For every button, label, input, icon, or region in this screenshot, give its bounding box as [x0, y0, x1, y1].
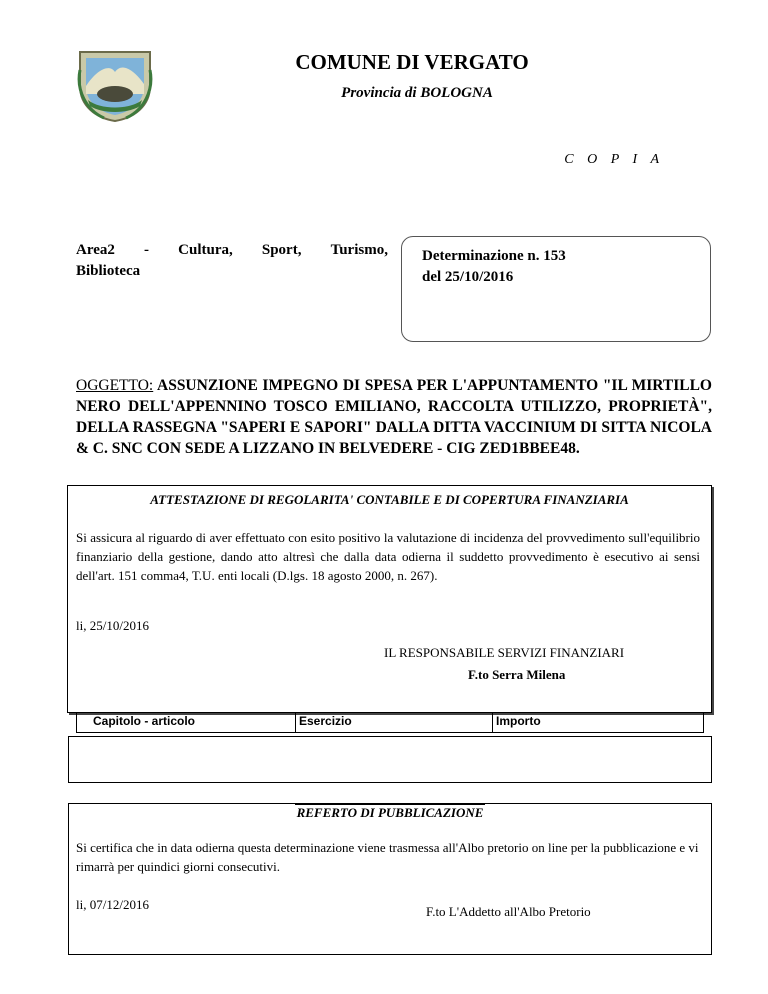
- copy-label: C O P I A: [564, 152, 664, 167]
- publication-box: [68, 803, 712, 955]
- accounting-table-body: [68, 736, 712, 783]
- attestation-title: ATTESTAZIONE DI REGOLARITA' CONTABILE E DI COPERTURA FINANZIARIA: [150, 492, 629, 507]
- subject-text: ASSUNZIONE IMPEGNO DI SPESA PER L'APPUNTAMENTO "IL MIRTILLO NERO DELL'APPENNINO TOSCO EMILIANO, RACCOLTA UTILIZZO, PROPRIETÀ", DELLA RASSEGNA "SAPERI E SAPORI" DALLA DITTA VACCINIUM DI SITTA NICOLA & C. SNC CON SEDE A LIZZANO IN BELVEDERE - CIG ZED1BBEE48.: [76, 377, 712, 457]
- accounting-table-header: [76, 713, 704, 733]
- column-header-importo: Importo: [496, 714, 541, 728]
- determination-number: Determinazione n. 153: [422, 248, 566, 264]
- area-heading: [76, 240, 388, 282]
- area-word: Area2: [76, 242, 115, 258]
- responsible-title: IL RESPONSABILE SERVIZI FINANZIARI: [384, 645, 625, 660]
- area-word: -: [144, 242, 150, 258]
- publication-date: li, 07/12/2016: [76, 897, 149, 912]
- publication-title-text: REFERTO DI PUBBLICAZIONE: [296, 805, 484, 820]
- column-header-capitolo: Capitolo - articolo: [93, 714, 195, 728]
- municipality-title: COMUNE DI VERGATO: [295, 50, 529, 74]
- province-subtitle: Provincia di BOLOGNA: [341, 85, 493, 101]
- subject-paragraph: [76, 375, 712, 459]
- responsible-signature: F.to Serra Milena: [468, 667, 566, 682]
- attestation-box: [67, 485, 712, 713]
- attestation-body: Si assicura al riguardo di aver effettuato con esito positivo la valutazione di incidenza del provvedimento sull'equilibrio finanziario della gestione, dando atto altresì che dalla data odierna il suddetto provvedimento è esecutivo ai sensi dell'art. 151 comma4, T.U. enti locali (D.lgs. 18 agosto 2000, n. 267).: [76, 530, 700, 583]
- publication-signature: F.to L'Addetto all'Albo Pretorio: [426, 904, 591, 919]
- attestation-date: li, 25/10/2016: [76, 618, 149, 633]
- area-word: Cultura,: [178, 242, 233, 258]
- column-header-esercizio: Esercizio: [299, 714, 352, 728]
- area-line2: Biblioteca: [76, 263, 141, 279]
- publication-title: [68, 805, 712, 821]
- area-word: Turismo,: [330, 242, 388, 258]
- area-word: Sport,: [261, 242, 302, 258]
- column-divider: [295, 713, 296, 732]
- column-divider: [492, 713, 493, 732]
- determination-date: del 25/10/2016: [422, 269, 514, 285]
- publication-body: Si certifica che in data odierna questa determinazione viene trasmessa all'Albo pretorio on line per la pubblicazione e vi rimarrà per quindici giorni consecutivi.: [76, 840, 699, 874]
- subject-label: OGGETTO:: [76, 377, 154, 394]
